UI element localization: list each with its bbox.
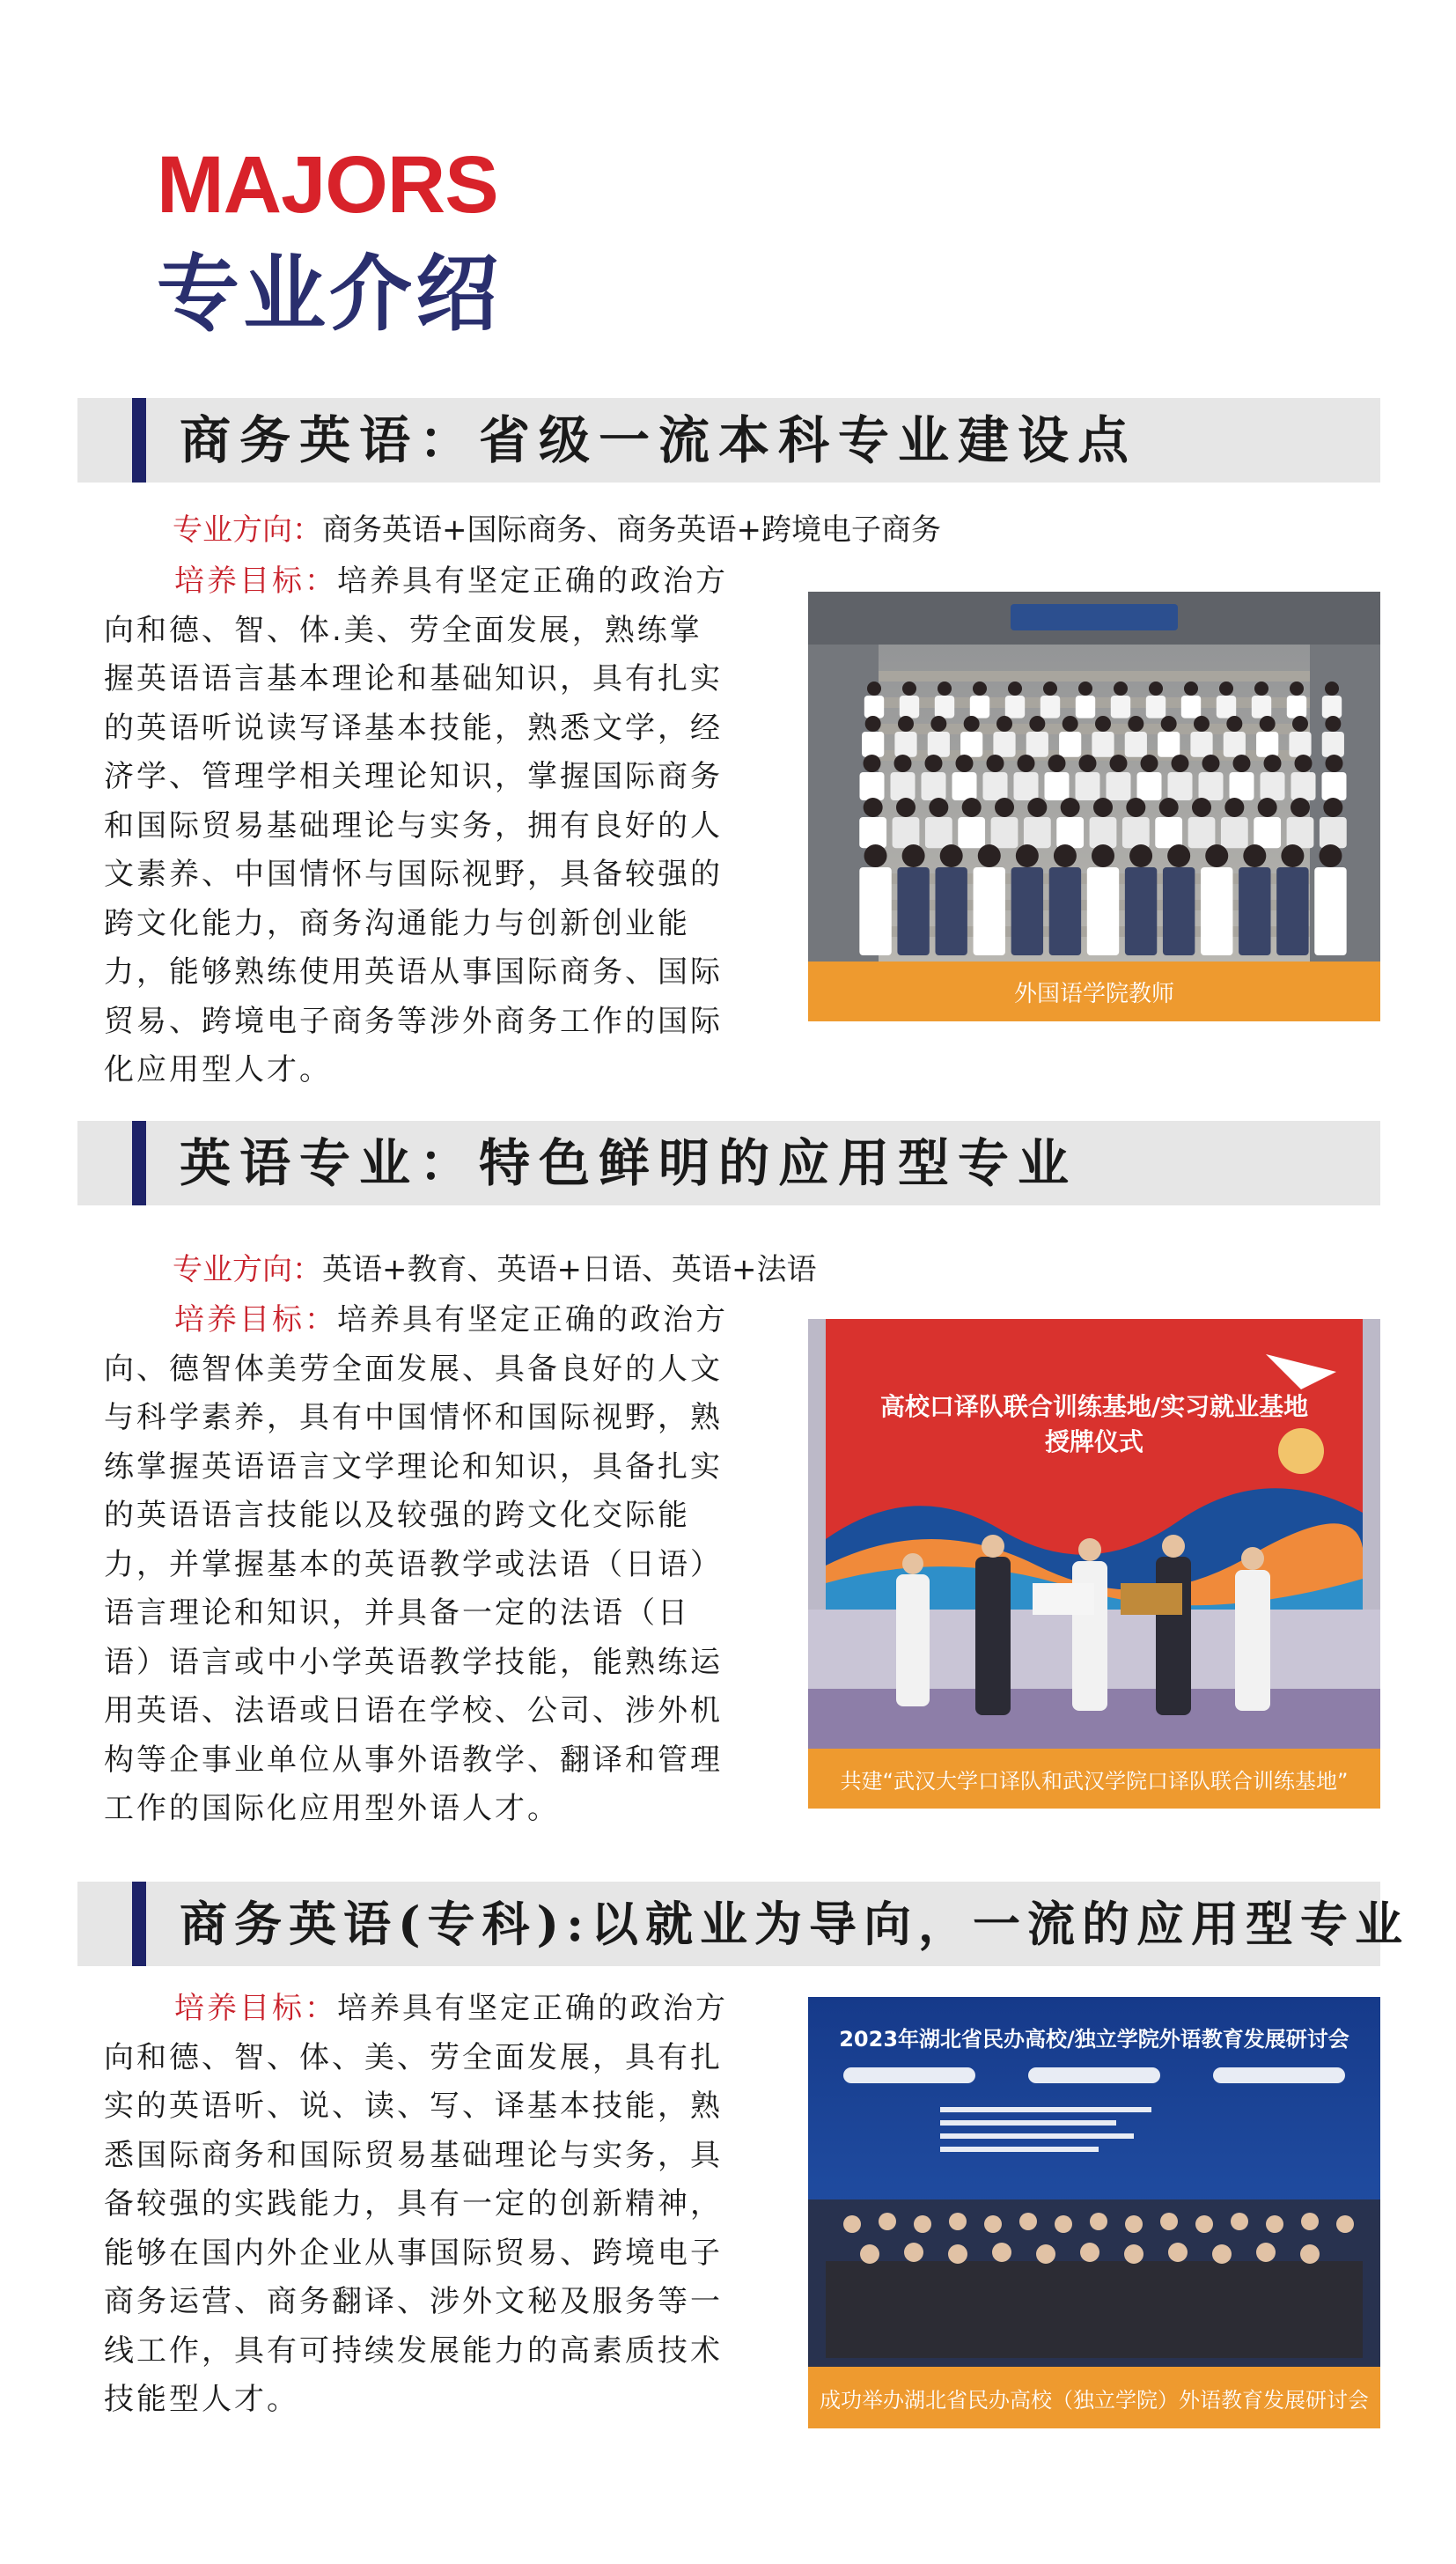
page-title-en: MAJORS: [157, 140, 498, 230]
photo-caption-3: 成功举办湖北省民办高校（独立学院）外语教育发展研讨会: [820, 2387, 1369, 2413]
direction-2: [173, 1246, 816, 1293]
goal-text-3: 培养目标：培养具有坚定正确的政治方 向和德、智、体、美、劳全面发展，具有扎 实的英语听、说、读、写、译基本技能，熟 悉国际商务和国际贸易基础理论与实务，具 备较强的实践能力，具有一定的创新精神， 能够在国内外企业从事国际贸易、跨境电子 商务运营、商务翻译、涉外文秘及服务等一 线工作，具有可持续发展能力的高素质技术 技能型人才。: [104, 1991, 728, 2417]
photo-caption-1: 外国语学院教师: [1013, 980, 1174, 1007]
photo-banner-3: 2023年湖北省民办高校/独立学院外语教育发展研讨会: [839, 2027, 1349, 2052]
section-title-3: 商务英语(专科):以就业为导向，一流的应用型专业: [180, 1896, 1410, 1952]
direction-1: [173, 506, 941, 554]
goal-text-1: 培养目标：培养具有坚定正确的政治方 向和德、智、体.美、劳全面发展，熟练掌 握英语语言基本理论和基础知识，具有扎实 的英语听说读写译基本技能，熟悉文学，经 济学、管理学相关理论知识，掌握国际商务 和国际贸易基础理论与实务，拥有良好的人 文素养、中国情怀与国际视野，具备较强的 跨文化能力，商务沟通能力与创新创业能 力，能够熟练使用英语从事国际商务、国际 贸易、跨境电子商务等涉外商务工作的国际 化应用型人才。: [104, 564, 728, 1087]
section-title-2: 英语专业：特色鲜明的应用型专业: [180, 1133, 1078, 1193]
section-title-bar-1: [77, 398, 1380, 483]
direction-text-2: 英语+教育、英语+日语、英语+法语: [322, 1252, 817, 1287]
photo-caption-2: 共建“武汉大学口译队和武汉学院口译队联合训练基地”: [840, 1768, 1349, 1794]
goal-label-3: 培养目标：: [174, 1991, 337, 2026]
direction-label-2: 专业方向：: [173, 1252, 322, 1287]
group-photo-illustration: [808, 592, 1380, 1021]
section-title-1: 商务英语：省级一流本科专业建设点: [180, 410, 1138, 470]
section-accent-1: [132, 398, 146, 483]
section-title-bar-3: [77, 1882, 1410, 1966]
direction-label-1: 专业方向：: [173, 512, 322, 548]
section-accent-3: [132, 1882, 146, 1966]
page-title-zh: 专业介绍: [157, 247, 503, 343]
photo-teachers: [808, 592, 1380, 1021]
goal-text-2: 培养目标：培养具有坚定正确的政治方 向、德智体美劳全面发展、具备良好的人文 与科学素养，具有中国情怀和国际视野，熟 练掌握英语语言文学理论和知识，具备扎实 的英语语言技能以及较强的跨文化交际能 力，并掌握基本的英语教学或法语（日语） 语言理论和知识，并具备一定的法语（日 语）语言或中小学英语教学技能，能熟练运 用英语、法语或日语在学校、公司、涉外机 构等企事业单位从事外语教学、翻译和管理 工作的国际化应用型外语人才。: [104, 1302, 728, 1826]
seminar-photo-illustration: [808, 1997, 1380, 2428]
section-title-bar-2: [77, 1121, 1380, 1205]
photo-banner-2: 高校口译队联合训练基地/实习就业基地 授牌仪式: [879, 1392, 1309, 1456]
photo-seminar: [808, 1997, 1380, 2428]
goal-label-1: 培养目标：: [174, 564, 337, 599]
goal-label-2: 培养目标：: [174, 1302, 337, 1337]
section-accent-2: [132, 1121, 146, 1205]
direction-text-1: 商务英语+国际商务、商务英语+跨境电子商务: [322, 512, 941, 548]
photo-ceremony: [808, 1319, 1380, 1809]
